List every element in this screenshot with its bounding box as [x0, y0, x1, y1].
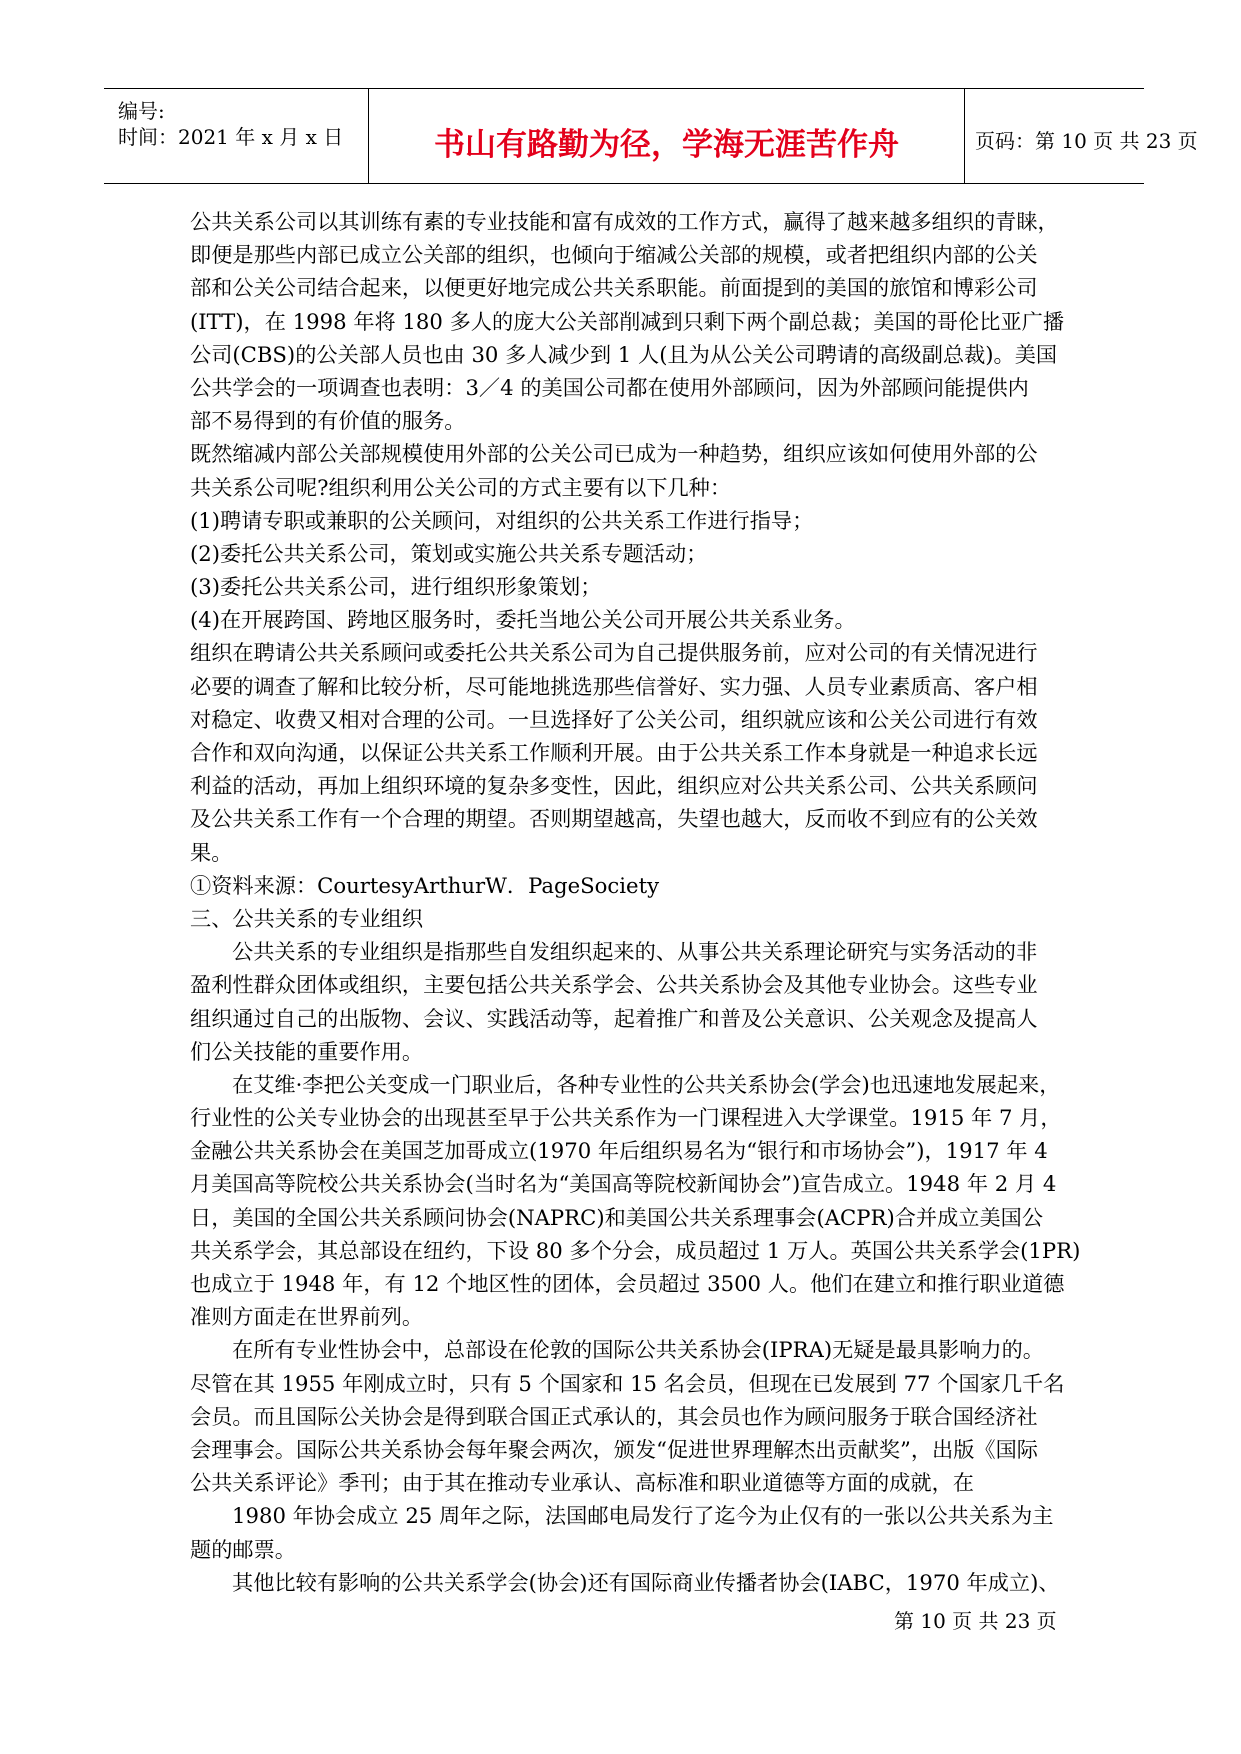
text-line: 也成立于 1948 年，有 12 个地区性的团体，会员超过 3500 人。他们在建立和推行职业道德: [190, 1271, 1065, 1296]
text-line: 1980 年协会成立 25 周年之际，法国邮电局发行了迄今为止仅有的一张以公共关系为主: [232, 1503, 1054, 1529]
header-page-cell: [963, 89, 1198, 183]
text-line: 组织通过自己的出版物、会议、实践活动等，起着推广和普及公关意识、公关观念及提高人: [190, 1005, 1038, 1031]
text-line: 在艾维·李把公关变成一门职业后，各种专业性的公共关系协会(学会)也迅速地发展起来，: [232, 1071, 1061, 1097]
text-line: 金融公共关系协会在美国芝加哥成立(1970 年后组织易名为“银行和市场协会”)，1917 年 4: [190, 1138, 1048, 1164]
text-line: 行业性的公关专业协会的出现甚至早于公共关系作为一门课程进入大学课堂。1915 年 7 月，: [190, 1105, 1062, 1131]
text-line: (1)聘请专职或兼职的公关顾问，对组织的公共关系工作进行指导；: [190, 507, 814, 533]
document-number-label: 编号:: [118, 99, 165, 123]
document-date: 时间：2021 年 x 月 x 日: [118, 125, 344, 149]
text-line: 公共关系评论》季刊；由于其在推动专业承认、高标准和职业道德等方面的成就，在: [190, 1470, 974, 1496]
text-line: ①资料来源：CourtesyArthurW．PageSociety: [190, 872, 660, 898]
text-line: (4)在开展跨国、跨地区服务时，委托当地公关公司开展公共关系业务。: [190, 607, 856, 633]
text-line: 其他比较有影响的公共关系学会(协会)还有国际商业传播者协会(IABC，1970 年成立)、: [232, 1569, 1060, 1595]
page-footer: 第 10 页 共 23 页: [894, 1609, 1057, 1633]
text-line: 及公共关系工作有一个合理的期望。否则期望越高，失望也越大，反而收不到应有的公关效: [190, 806, 1038, 832]
text-line: 合作和双向沟通，以保证公共关系工作顺利开展。由于公共关系工作本身就是一种追求长远: [190, 740, 1038, 765]
header-motto: 书山有路勤为径，学海无涯苦作舟: [434, 127, 899, 163]
header-meta-cell: [104, 89, 368, 183]
text-line: 公共关系公司以其训练有素的专业技能和富有成效的工作方式，赢得了越来越多组织的青睐，: [190, 209, 1059, 234]
header-page-code: 页码：第 10 页 共 23 页: [975, 129, 1198, 153]
text-line: (2)委托公共关系公司，策划或实施公共关系专题活动；: [190, 540, 708, 566]
text-line: 果。: [190, 839, 233, 865]
text-line: 月美国高等院校公共关系协会(当时名为“美国高等院校新闻协会”)宣告成立。1948 年 2 月 4: [190, 1171, 1057, 1197]
header-motto-cell: [368, 89, 965, 183]
text-line: 部不易得到的有价值的服务。: [190, 408, 466, 434]
text-line: 共关系公司呢?组织利用公关公司的方式主要有以下几种：: [190, 474, 732, 500]
text-line: 必要的调查了解和比较分析，尽可能地挑选那些信誉好、实力强、人员专业素质高、客户相: [190, 673, 1038, 699]
text-line: 盈利性群众团体或组织，主要包括公共关系学会、公共关系协会及其他专业协会。这些专业: [190, 972, 1038, 998]
text-line: 会理事会。国际公共关系协会每年聚会两次，颁发“促进世界理解杰出贡献奖”，出版《国际: [190, 1436, 1038, 1462]
text-line: 对稳定、收费又相对合理的公司。一旦选择好了公关公司，组织就应该和公关公司进行有效: [190, 706, 1038, 732]
text-line: 们公关技能的重要作用。: [190, 1038, 424, 1064]
text-line: 准则方面走在世界前列。: [190, 1304, 424, 1330]
text-line: 公共学会的一项调查也表明：3／4 的美国公司都在使用外部顾问，因为外部顾问能提供内: [190, 374, 1029, 400]
text-line: 公共关系的专业组织是指那些自发组织起来的、从事公共关系理论研究与实务活动的非: [232, 939, 1038, 965]
text-line: 部和公关公司结合起来，以便更好地完成公共关系职能。前面提到的美国的旅馆和博彩公司: [190, 275, 1038, 301]
text-line: 三、公共关系的专业组织: [190, 905, 424, 931]
text-line: 会员。而且国际公关协会是得到联合国正式承认的，其会员也作为顾问服务于联合国经济社: [190, 1403, 1038, 1429]
text-line: 共关系学会，其总部设在纽约，下设 80 多个分会，成员超过 1 万人。英国公共关系学会(1PR): [190, 1237, 1081, 1263]
text-line: 利益的活动，再加上组织环境的复杂多变性，因此，组织应对公共关系公司、公共关系顾问: [190, 773, 1038, 799]
document-body: [190, 205, 1090, 1599]
text-line: 既然缩减内部公关部规模使用外部的公关公司已成为一种趋势，组织应该如何使用外部的公: [190, 441, 1038, 467]
text-line: 公司(CBS)的公关部人员也由 30 多人减少到 1 人(且为从公关公司聘请的高级副总裁)。美国: [190, 341, 1058, 367]
text-line: (3)委托公共关系公司，进行组织形象策划；: [190, 574, 602, 600]
text-line: 组织在聘请公共关系顾问或委托公共关系公司为自己提供服务前，应对公司的有关情况进行: [190, 640, 1038, 666]
text-line: 即便是那些内部已成立公关部的组织，也倾向于缩减公关部的规模，或者把组织内部的公关: [190, 242, 1038, 268]
text-line: (ITT)，在 1998 年将 180 多人的庞大公关部削减到只剩下两个副总裁；美国的哥伦比亚广播: [190, 308, 1065, 334]
text-line: 题的邮票。: [190, 1536, 296, 1562]
text-line: 在所有专业性协会中，总部设在伦敦的国际公共关系协会(IPRA)无疑是最具影响力的。: [232, 1337, 1044, 1363]
text-line: 日，美国的全国公共关系顾问协会(NAPRC)和美国公共关系理事会(ACPR)合并成立美国公: [190, 1204, 1044, 1230]
page-header: [104, 88, 1198, 184]
text-line: 尽管在其 1955 年刚成立时，只有 5 个国家和 15 名会员，但现在已发展到 77 个国家几千名: [190, 1370, 1065, 1396]
